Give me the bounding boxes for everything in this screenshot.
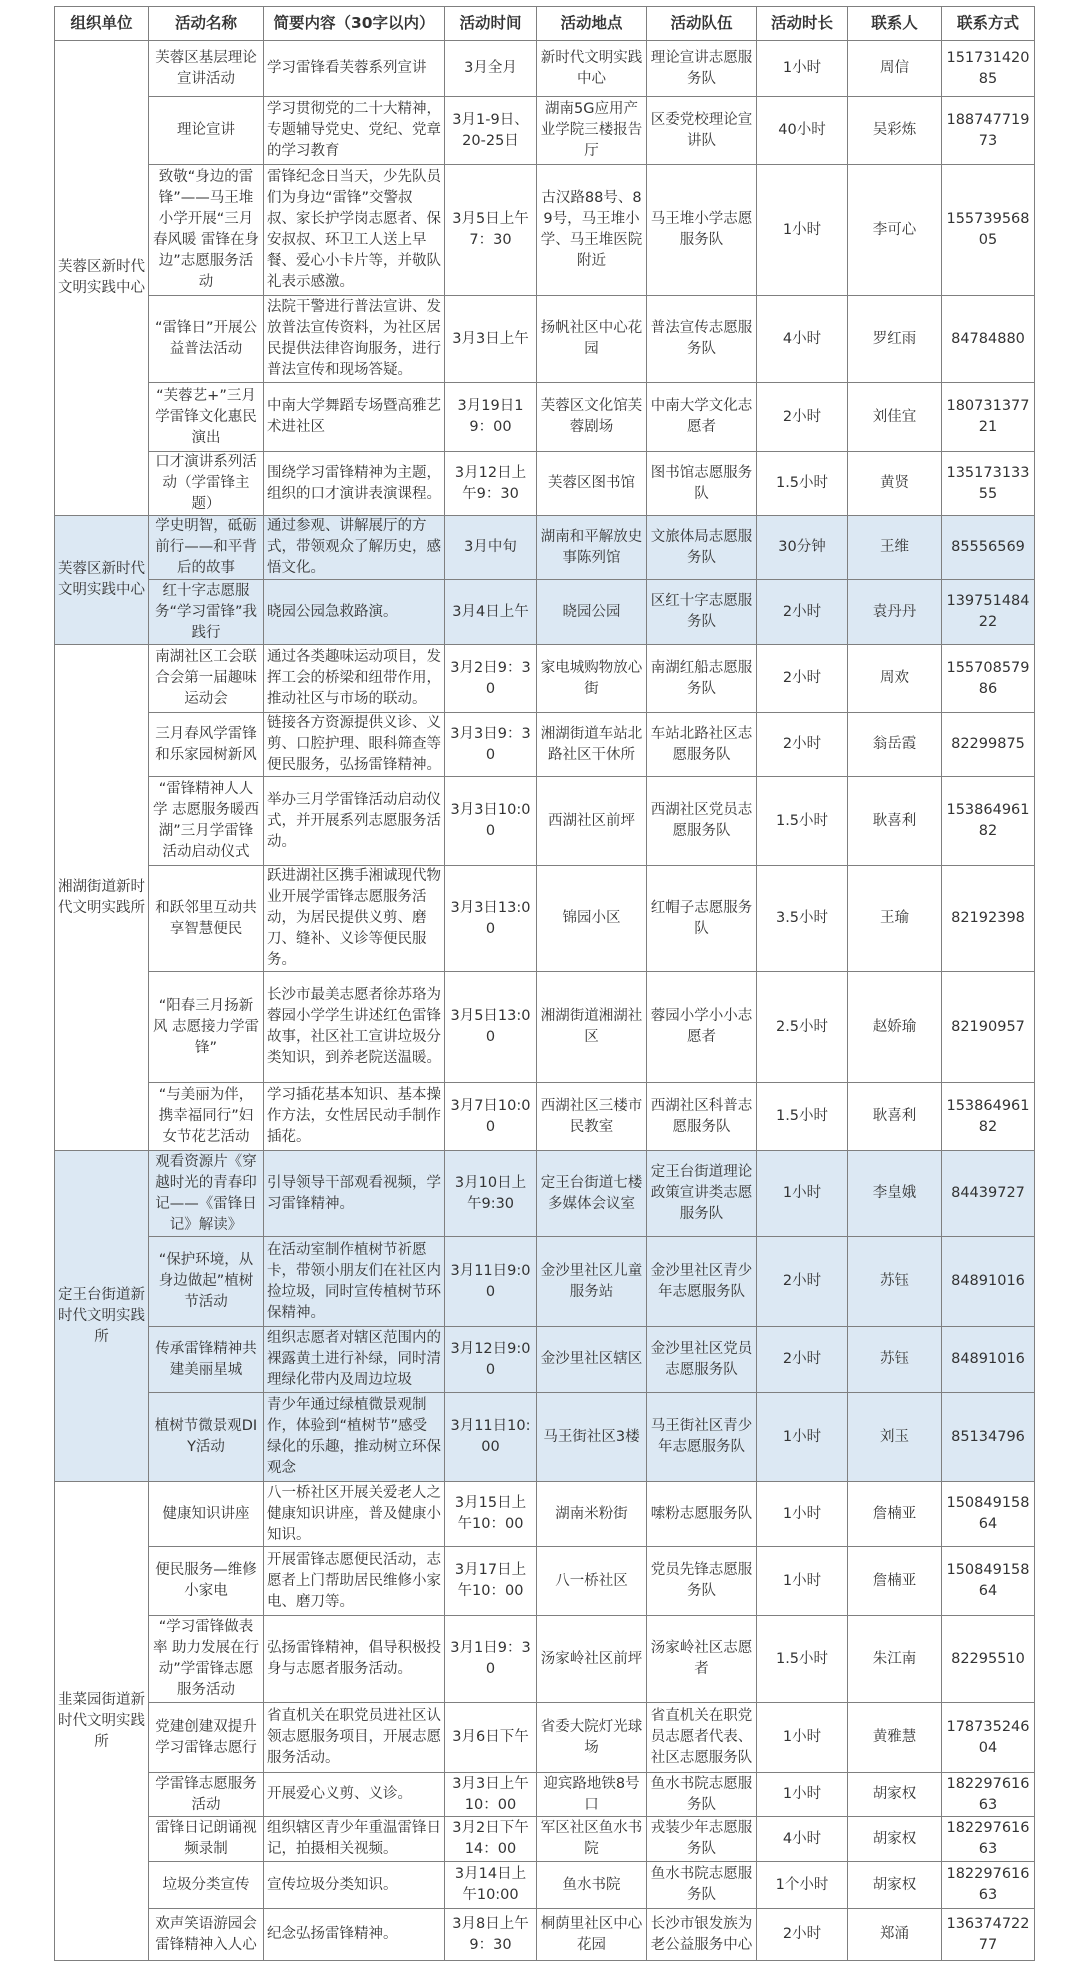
cell-phone: 13975148422 <box>942 580 1035 645</box>
cell-content: 组织志愿者对辖区范围内的裸露黄土进行补绿，同时清理绿化带内及周边垃圾 <box>264 1327 445 1393</box>
cell-time: 3月2日下午14：00 <box>445 1817 537 1862</box>
cell-place: 扬帆社区中心花园 <box>537 296 647 383</box>
cell-content: 法院干警进行普法宣讲、发放普法宣传资料，为社区居民提供法律咨询服务，进行普法宣传和现场答疑。 <box>264 296 445 383</box>
table-row <box>55 516 1035 580</box>
table-row <box>55 1909 1035 1961</box>
table-row <box>55 1083 1035 1151</box>
cell-time: 3月8日上午9：30 <box>445 1909 537 1961</box>
cell-team: 金沙里社区党员志愿服务队 <box>647 1327 757 1393</box>
cell-content: 弘扬雷锋精神，倡导积极投身与志愿者服务活动。 <box>264 1616 445 1703</box>
cell-duration: 1小时 <box>757 1393 848 1482</box>
cell-name: 健康知识讲座 <box>149 1482 264 1547</box>
org-cell: 湘湖街道新时代文明实践所 <box>55 645 149 1151</box>
cell-content: 围绕学习雷锋精神为主题，组织的口才演讲表演课程。 <box>264 452 445 516</box>
org-cell: 芙蓉区新时代文明实践中心 <box>55 516 149 645</box>
cell-place: 马王街社区3楼 <box>537 1393 647 1482</box>
cell-phone: 13517313355 <box>942 452 1035 516</box>
cell-content: 通过各类趣味运动项目，发挥工会的桥梁和纽带作用，推动社区与市场的联动。 <box>264 645 445 713</box>
table-row <box>55 713 1035 777</box>
cell-place: 西湖社区三楼市民教室 <box>537 1083 647 1151</box>
cell-duration: 2.5小时 <box>757 972 848 1083</box>
cell-phone: 15173142085 <box>942 41 1035 97</box>
cell-place: 迎宾路地铁8号口 <box>537 1773 647 1817</box>
cell-name: “雷锋日”开展公益普法活动 <box>149 296 264 383</box>
cell-name: 红十字志愿服务“学习雷锋”我践行 <box>149 580 264 645</box>
cell-place: 湘湖街道湘湖社区 <box>537 972 647 1083</box>
cell-place: 鱼水书院 <box>537 1862 647 1909</box>
cell-name: “芙蓉艺+”三月学雷锋文化惠民演出 <box>149 383 264 452</box>
header-org: 组织单位 <box>55 7 149 41</box>
cell-contact: 刘佳宜 <box>848 383 942 452</box>
cell-place: 金沙里社区辖区 <box>537 1327 647 1393</box>
org-cell: 韭菜园街道新时代文明实践所 <box>55 1482 149 1961</box>
cell-contact: 袁丹丹 <box>848 580 942 645</box>
cell-contact: 耿喜利 <box>848 1083 942 1151</box>
cell-phone: 84784880 <box>942 296 1035 383</box>
table-row <box>55 1327 1035 1393</box>
cell-time: 3月3日上午 <box>445 296 537 383</box>
cell-duration: 2小时 <box>757 1327 848 1393</box>
table-row <box>55 165 1035 296</box>
cell-team: 普法宣传志愿服务队 <box>647 296 757 383</box>
cell-name: “雷锋精神人人学 志愿服务暖西湖”三月学雷锋活动启动仪式 <box>149 777 264 866</box>
cell-contact: 黄雅慧 <box>848 1703 942 1773</box>
cell-contact: 胡家权 <box>848 1862 942 1909</box>
cell-phone: 18874771973 <box>942 97 1035 165</box>
cell-contact: 苏钰 <box>848 1327 942 1393</box>
cell-duration: 2小时 <box>757 383 848 452</box>
cell-contact: 耿喜利 <box>848 777 942 866</box>
header-time: 活动时间 <box>445 7 537 41</box>
cell-content: 开展爱心义剪、义诊。 <box>264 1773 445 1817</box>
table-row <box>55 1237 1035 1327</box>
cell-duration: 1小时 <box>757 41 848 97</box>
header-phone: 联系方式 <box>942 7 1035 41</box>
cell-duration: 2小时 <box>757 580 848 645</box>
table-row <box>55 972 1035 1083</box>
cell-phone: 15573956805 <box>942 165 1035 296</box>
cell-team: 省直机关在职党员志愿者代表、社区志愿服务队 <box>647 1703 757 1773</box>
cell-phone: 18229761663 <box>942 1817 1035 1862</box>
cell-team: 马王堆小学志愿服务队 <box>647 165 757 296</box>
cell-content: 八一桥社区开展关爱老人之健康知识讲座，普及健康小知识。 <box>264 1482 445 1547</box>
cell-duration: 4小时 <box>757 1817 848 1862</box>
cell-place: 古汉路88号、89号，马王堆小学、马王堆医院附近 <box>537 165 647 296</box>
table-row <box>55 1773 1035 1817</box>
cell-duration: 4小时 <box>757 296 848 383</box>
cell-duration: 1小时 <box>757 165 848 296</box>
cell-phone: 82190957 <box>942 972 1035 1083</box>
cell-time: 3月4日上午 <box>445 580 537 645</box>
cell-team: 西湖社区科普志愿服务队 <box>647 1083 757 1151</box>
cell-content: 宣传垃圾分类知识。 <box>264 1862 445 1909</box>
table-row <box>55 1151 1035 1237</box>
cell-phone: 82299875 <box>942 713 1035 777</box>
cell-place: 晓园公园 <box>537 580 647 645</box>
cell-team: 理论宣讲志愿服务队 <box>647 41 757 97</box>
cell-name: 垃圾分类宣传 <box>149 1862 264 1909</box>
cell-content: 举办三月学雷锋活动启动仪式，并开展系列志愿服务活动。 <box>264 777 445 866</box>
cell-place: 湖南5G应用产业学院三楼报告厅 <box>537 97 647 165</box>
cell-duration: 1.5小时 <box>757 452 848 516</box>
cell-time: 3月5日上午7：30 <box>445 165 537 296</box>
cell-name: 便民服务—维修小家电 <box>149 1547 264 1616</box>
cell-name: 观看资源片《穿越时光的青春印记——《雷锋日记》解读》 <box>149 1151 264 1237</box>
cell-content: 引导领导干部观看视频，学习雷锋精神。 <box>264 1151 445 1237</box>
cell-phone: 15084915864 <box>942 1482 1035 1547</box>
header-content: 简要内容（30字以内） <box>264 7 445 41</box>
cell-team: 定王台街道理论政策宣讲类志愿服务队 <box>647 1151 757 1237</box>
cell-content: 跃进湖社区携手湘诚现代物业开展学雷锋志愿服务活动，为居民提供义剪、磨刀、缝补、义诊等便民服务。 <box>264 866 445 972</box>
cell-duration: 1.5小时 <box>757 1083 848 1151</box>
cell-team: 汤家岭社区志愿者 <box>647 1616 757 1703</box>
cell-content: 组织辖区青少年重温雷锋日记，拍摄相关视频。 <box>264 1817 445 1862</box>
cell-team: 区红十字志愿服务队 <box>647 580 757 645</box>
cell-name: 和跃邻里互动共享智慧便民 <box>149 866 264 972</box>
cell-team: 长沙市银发族为老公益服务中心 <box>647 1909 757 1961</box>
cell-duration: 1小时 <box>757 1773 848 1817</box>
cell-phone: 15386496182 <box>942 1083 1035 1151</box>
cell-duration: 2小时 <box>757 645 848 713</box>
cell-name: “保护环境，从身边做起”植树节活动 <box>149 1237 264 1327</box>
cell-name: 南湖社区工会联合会第一届趣味运动会 <box>149 645 264 713</box>
cell-name: 欢声笑语游园会雷锋精神入人心 <box>149 1909 264 1961</box>
header-row <box>55 7 1035 41</box>
cell-content: 通过参观、讲解展厅的方式，带领观众了解历史，感悟文化。 <box>264 516 445 580</box>
cell-duration: 2小时 <box>757 1909 848 1961</box>
table-row <box>55 1393 1035 1482</box>
cell-name: 学雷锋志愿服务活动 <box>149 1773 264 1817</box>
cell-team: 车站北路社区志愿服务队 <box>647 713 757 777</box>
cell-contact: 罗红雨 <box>848 296 942 383</box>
cell-content: 长沙市最美志愿者徐苏珞为蓉园小学学生讲述红色雷锋故事，社区社工宣讲垃圾分类知识，到养老院送温暖。 <box>264 972 445 1083</box>
cell-time: 3月1日9：30 <box>445 1616 537 1703</box>
cell-time: 3月全月 <box>445 41 537 97</box>
cell-team: 金沙里社区青少年志愿服务队 <box>647 1237 757 1327</box>
cell-time: 3月7日10:00 <box>445 1083 537 1151</box>
cell-content: 晓园公园急救路演。 <box>264 580 445 645</box>
cell-phone: 84891016 <box>942 1237 1035 1327</box>
cell-name: 学史明智，砥砺前行——和平背后的故事 <box>149 516 264 580</box>
cell-content: 学习雷锋看芙蓉系列宣讲 <box>264 41 445 97</box>
cell-content: 学习贯彻党的二十大精神，专题辅导党史、党纪、党章的学习教育 <box>264 97 445 165</box>
header-place: 活动地点 <box>537 7 647 41</box>
cell-content: 学习插花基本知识、基本操作方法，女性居民动手制作插花。 <box>264 1083 445 1151</box>
cell-team: 南湖红船志愿服务队 <box>647 645 757 713</box>
org-cell: 定王台街道新时代文明实践所 <box>55 1151 149 1482</box>
table-row <box>55 645 1035 713</box>
activity-table-sheet <box>54 6 1034 1961</box>
table-row <box>55 777 1035 866</box>
header-duration: 活动时长 <box>757 7 848 41</box>
cell-place: 西湖社区前坪 <box>537 777 647 866</box>
cell-name: 雷锋日记朗诵视频录制 <box>149 1817 264 1862</box>
cell-team: 戎装少年志愿服务队 <box>647 1817 757 1862</box>
cell-phone: 85134796 <box>942 1393 1035 1482</box>
cell-team: 蓉园小学小小志愿者 <box>647 972 757 1083</box>
cell-time: 3月2日9：30 <box>445 645 537 713</box>
cell-name: 理论宣讲 <box>149 97 264 165</box>
cell-name: 植树节微景观DIY活动 <box>149 1393 264 1482</box>
cell-phone: 15386496182 <box>942 777 1035 866</box>
cell-time: 3月17日上午10：00 <box>445 1547 537 1616</box>
cell-name: “与美丽为伴，携幸福同行”妇女节花艺活动 <box>149 1083 264 1151</box>
table-row <box>55 1482 1035 1547</box>
cell-name: 党建创建双提升学习雷锋志愿行 <box>149 1703 264 1773</box>
cell-place: 省委大院灯光球场 <box>537 1703 647 1773</box>
cell-content: 中南大学舞蹈专场暨高雅艺术进社区 <box>264 383 445 452</box>
cell-time: 3月10日上午9:30 <box>445 1151 537 1237</box>
cell-phone: 18229761663 <box>942 1862 1035 1909</box>
cell-contact: 李可心 <box>848 165 942 296</box>
cell-duration: 1小时 <box>757 1547 848 1616</box>
cell-place: 家电城购物放心街 <box>537 645 647 713</box>
cell-duration: 30分钟 <box>757 516 848 580</box>
cell-team: 西湖社区党员志愿服务队 <box>647 777 757 866</box>
cell-content: 纪念弘扬雷锋精神。 <box>264 1909 445 1961</box>
cell-place: 湖南和平解放史事陈列馆 <box>537 516 647 580</box>
cell-time: 3月14日上午10:00 <box>445 1862 537 1909</box>
cell-time: 3月11日9:00 <box>445 1237 537 1327</box>
cell-time: 3月中旬 <box>445 516 537 580</box>
cell-place: 金沙里社区儿童服务站 <box>537 1237 647 1327</box>
cell-duration: 2小时 <box>757 713 848 777</box>
cell-content: 雷锋纪念日当天，少先队员们为身边“雷锋”交警叔叔、家长护学岗志愿者、保安叔叔、环卫工人送上早餐、爱心小卡片等，并敬队礼表示感激。 <box>264 165 445 296</box>
cell-duration: 1小时 <box>757 1482 848 1547</box>
cell-place: 八一桥社区 <box>537 1547 647 1616</box>
cell-phone: 82192398 <box>942 866 1035 972</box>
cell-duration: 3.5小时 <box>757 866 848 972</box>
cell-duration: 1.5小时 <box>757 777 848 866</box>
cell-contact: 周欢 <box>848 645 942 713</box>
cell-contact: 周信 <box>848 41 942 97</box>
cell-phone: 13637472277 <box>942 1909 1035 1961</box>
cell-contact: 郑涌 <box>848 1909 942 1961</box>
header-activity-name: 活动名称 <box>149 7 264 41</box>
cell-name: 三月春风学雷锋和乐家园树新风 <box>149 713 264 777</box>
cell-place: 新时代文明实践中心 <box>537 41 647 97</box>
header-team: 活动队伍 <box>647 7 757 41</box>
cell-place: 芙蓉区图书馆 <box>537 452 647 516</box>
cell-name: 芙蓉区基层理论宣讲活动 <box>149 41 264 97</box>
cell-contact: 吴彩炼 <box>848 97 942 165</box>
cell-time: 3月3日9：30 <box>445 713 537 777</box>
table-row <box>55 1817 1035 1862</box>
cell-name: 传承雷锋精神共建美丽星城 <box>149 1327 264 1393</box>
cell-name: “学习雷锋做表率 助力发展在行动”学雷锋志愿服务活动 <box>149 1616 264 1703</box>
org-cell: 芙蓉区新时代文明实践中心 <box>55 41 149 516</box>
cell-phone: 15570857986 <box>942 645 1035 713</box>
cell-phone: 82295510 <box>942 1616 1035 1703</box>
table-row <box>55 296 1035 383</box>
cell-contact: 赵娇瑜 <box>848 972 942 1083</box>
cell-time: 3月5日13:00 <box>445 972 537 1083</box>
cell-contact: 胡家权 <box>848 1817 942 1862</box>
cell-team: 图书馆志愿服务队 <box>647 452 757 516</box>
table-row <box>55 97 1035 165</box>
cell-team: 区委党校理论宣讲队 <box>647 97 757 165</box>
table-row <box>55 383 1035 452</box>
cell-place: 军区社区鱼水书院 <box>537 1817 647 1862</box>
table-row <box>55 866 1035 972</box>
cell-place: 汤家岭社区前坪 <box>537 1616 647 1703</box>
cell-place: 锦园小区 <box>537 866 647 972</box>
cell-duration: 2小时 <box>757 1237 848 1327</box>
cell-duration: 1小时 <box>757 1703 848 1773</box>
cell-time: 3月1-9日、20-25日 <box>445 97 537 165</box>
cell-name: 致敬“身边的雷锋”——马王堆小学开展“三月春风暖 雷锋在身边”志愿服务活动 <box>149 165 264 296</box>
activity-table <box>54 6 1035 1961</box>
cell-contact: 李皇娥 <box>848 1151 942 1237</box>
cell-time: 3月15日上午10：00 <box>445 1482 537 1547</box>
cell-content: 省直机关在职党员进社区认领志愿服务项目，开展志愿服务活动。 <box>264 1703 445 1773</box>
table-row <box>55 452 1035 516</box>
cell-team: 嗦粉志愿服务队 <box>647 1482 757 1547</box>
cell-team: 党员先锋志愿服务队 <box>647 1547 757 1616</box>
cell-phone: 15084915864 <box>942 1547 1035 1616</box>
cell-contact: 翁岳霞 <box>848 713 942 777</box>
cell-content: 链接各方资源提供义诊、义剪、口腔护理、眼科筛查等便民服务，弘扬雷锋精神。 <box>264 713 445 777</box>
cell-contact: 刘玉 <box>848 1393 942 1482</box>
cell-place: 湘湖街道车站北路社区干休所 <box>537 713 647 777</box>
cell-contact: 苏钰 <box>848 1237 942 1327</box>
cell-contact: 詹楠亚 <box>848 1547 942 1616</box>
cell-time: 3月6日下午 <box>445 1703 537 1773</box>
table-row <box>55 1616 1035 1703</box>
cell-contact: 黄贤 <box>848 452 942 516</box>
cell-team: 红帽子志愿服务队 <box>647 866 757 972</box>
cell-contact: 王瑜 <box>848 866 942 972</box>
table-body <box>55 41 1035 1961</box>
table-row <box>55 580 1035 645</box>
header-contact: 联系人 <box>848 7 942 41</box>
cell-place: 桐荫里社区中心花园 <box>537 1909 647 1961</box>
cell-place: 定王台街道七楼多媒体会议室 <box>537 1151 647 1237</box>
cell-content: 青少年通过绿植微景观制作，体验到“植树节”感受绿化的乐趣，推动树立环保观念 <box>264 1393 445 1482</box>
cell-contact: 詹楠亚 <box>848 1482 942 1547</box>
cell-time: 3月3日10:00 <box>445 777 537 866</box>
table-row <box>55 1547 1035 1616</box>
cell-phone: 84439727 <box>942 1151 1035 1237</box>
cell-content: 在活动室制作植树节祈愿卡，带领小朋友们在社区内捡垃圾，同时宣传植树节环保精神。 <box>264 1237 445 1327</box>
cell-place: 湖南米粉街 <box>537 1482 647 1547</box>
cell-phone: 18229761663 <box>942 1773 1035 1817</box>
cell-place: 芙蓉区文化馆芙蓉剧场 <box>537 383 647 452</box>
cell-phone: 84891016 <box>942 1327 1035 1393</box>
cell-contact: 王维 <box>848 516 942 580</box>
cell-time: 3月12日9:00 <box>445 1327 537 1393</box>
cell-phone: 18073137721 <box>942 383 1035 452</box>
cell-team: 中南大学文化志愿者 <box>647 383 757 452</box>
table-row <box>55 1703 1035 1773</box>
cell-team: 马王街社区青少年志愿服务队 <box>647 1393 757 1482</box>
table-row <box>55 1862 1035 1909</box>
cell-duration: 1.5小时 <box>757 1616 848 1703</box>
cell-time: 3月11日10:00 <box>445 1393 537 1482</box>
cell-time: 3月19日19：00 <box>445 383 537 452</box>
cell-duration: 1小时 <box>757 1151 848 1237</box>
cell-contact: 朱江南 <box>848 1616 942 1703</box>
cell-team: 鱼水书院志愿服务队 <box>647 1773 757 1817</box>
cell-contact: 胡家权 <box>848 1773 942 1817</box>
cell-team: 鱼水书院志愿服务队 <box>647 1862 757 1909</box>
cell-phone: 85556569 <box>942 516 1035 580</box>
cell-name: “阳春三月扬新风 志愿接力学雷锋” <box>149 972 264 1083</box>
cell-name: 口才演讲系列活动（学雷锋主题） <box>149 452 264 516</box>
cell-team: 文旅体局志愿服务队 <box>647 516 757 580</box>
cell-time: 3月3日上午10：00 <box>445 1773 537 1817</box>
cell-time: 3月12日上午9：30 <box>445 452 537 516</box>
cell-content: 开展雷锋志愿便民活动，志愿者上门帮助居民维修小家电、磨刀等。 <box>264 1547 445 1616</box>
cell-duration: 40小时 <box>757 97 848 165</box>
cell-phone: 17873524604 <box>942 1703 1035 1773</box>
cell-time: 3月3日13:00 <box>445 866 537 972</box>
cell-duration: 1个小时 <box>757 1862 848 1909</box>
table-row <box>55 41 1035 97</box>
